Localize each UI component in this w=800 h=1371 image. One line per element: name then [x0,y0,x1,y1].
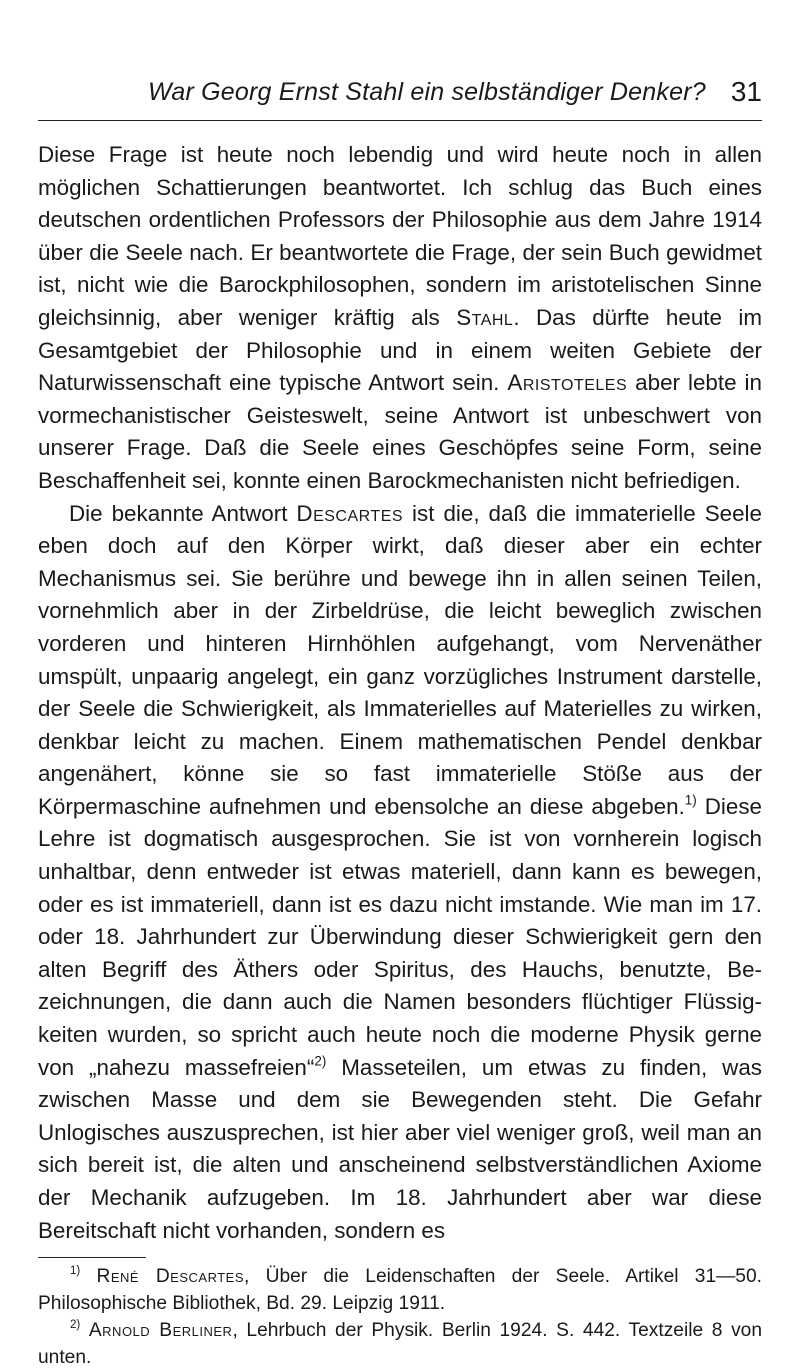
running-header [38,78,762,121]
paragraph-1-part-2: . Das dürfte heute im Gesamtgebiet der Philosophie und in einem weiten Gebiete der Naturwissenschaft eine typische Antwort sein. [38,304,762,396]
footnote-2-text: , Lehrbuch der Physik. Berlin 1924. S. 442. Textzeile 8 von unten. [38,1319,762,1368]
paragraph-2-part-2: ist die, daß die immaterielle Seele eben doch auf den Körper wirkt, daß dieser aber ein echter Mechanismus sei. Sie berühre und bewege ihn in allen seinen Teilen, vornehmlich aber in der Zirbeldrüse, die leicht beweglich zwischen vorderen und hinteren Hirnhöhlen aufgehangt, vom Nervenäther umspült, unpaarig angelegt, ein ganz vorzügliches Instrument darstelle, der Seele die Schwierigkeit, als Immaterielles auf Materielles zu wirken, denkbar leicht zu machen. Einem mathematischen Pendel denkbar angenähert, könne sie so fast immaterielle Stöße aus der Körpermaschine aufnehmen und ebensolche an diese abgeben. [38,500,762,819]
paragraph-2 [38,498,762,1248]
footnotes [38,1264,762,1371]
paragraph-1-part-1: Diese Frage ist heute noch lebendig und wird heute noch in allen möglichen Schattierungen beantwortet. Ich schlug das Buch eines deutschen ordentlichen Professors der Philosophie aus dem Jahre 1914 über die Seele nach. Er beantwortete die Frage, der sein Buch gewidmet ist, nicht wie die Barockphilosophen, sondern im aristotelischen Sinne gleichsinnig, aber weniger kräftig als [38,142,762,330]
footnote-1-marker: 1) [70,1265,81,1278]
footnote-separator [38,1257,146,1258]
footnote-2-marker: 2) [70,1318,81,1331]
name-descartes: Descartes [296,500,404,526]
footnote-1 [38,1264,762,1318]
paragraph-2-part-1: Die bekannte Antwort [69,500,297,526]
footnote-ref-1[interactable]: 1) [684,792,697,808]
paragraph-1-part-3: aber lebte in vormechanistischer Geisteswelt, seine Antwort ist unbeschwert von unserer Frage. Daß die Seele eines Geschöpfes seine Form, seine Beschaffenheit sei, konnte einen Barockmechanisten nicht befriedigen. [38,370,762,493]
name-aristoteles: Aristoteles [507,370,628,396]
page-content [38,78,762,1371]
footnote-ref-2[interactable]: 2) [314,1053,327,1069]
footnote-2 [38,1318,762,1371]
paragraph-2-part-4: Masseteilen, um etwas zu finden, was zwischen Masse und dem sie Bewegenden steht. Die Gefahr Unlogisches auszusprechen, ist hier aber viel weniger groß, weil man an sich bereit ist, die alten und anscheinend selbstverständlichen Axiome der Mechanik aufzugeben. Im 18. Jahrhundert aber war diese Bereitschaft nicht vorhanden, sondern es [38,1054,762,1243]
footnote-1-text: , Über die Leidenschaften der Seele. Artikel 31—50. Philosophische Bibliothek, Bd. 29. Leipzig 1911. [38,1266,762,1314]
paragraph-1 [38,139,762,498]
page-number: 31 [730,76,762,107]
name-stahl: Stahl [456,304,514,330]
footnote-1-author: René Descartes [96,1266,245,1288]
footnote-2-author: Arnold Berliner [88,1319,233,1341]
paragraph-2-part-3: Diese Lehre ist dogmatisch ausgesprochen. Sie ist von vornherein logisch unhaltbar, denn entweder ist etwas materiell, dann kann es bewegen, oder es ist immateriell, dann ist es dazu nicht imstande. Wie man im 17. oder 18. Jahrhundert zur Überwindung dieser Schwierigkeit gern den alten Begriff des Äthers oder Spiritus, des Hauchs, benutzte, Bezeichnungen, die dann auch die Namen besonders flüchtiger Flüssigkeiten wurden, so spricht auch heute noch die moderne Physik gerne von „nahezu massefreien“ [38,793,762,1080]
running-title: War Georg Ernst Stahl ein selbständiger Denker? [148,78,706,106]
main-text [38,139,762,1247]
